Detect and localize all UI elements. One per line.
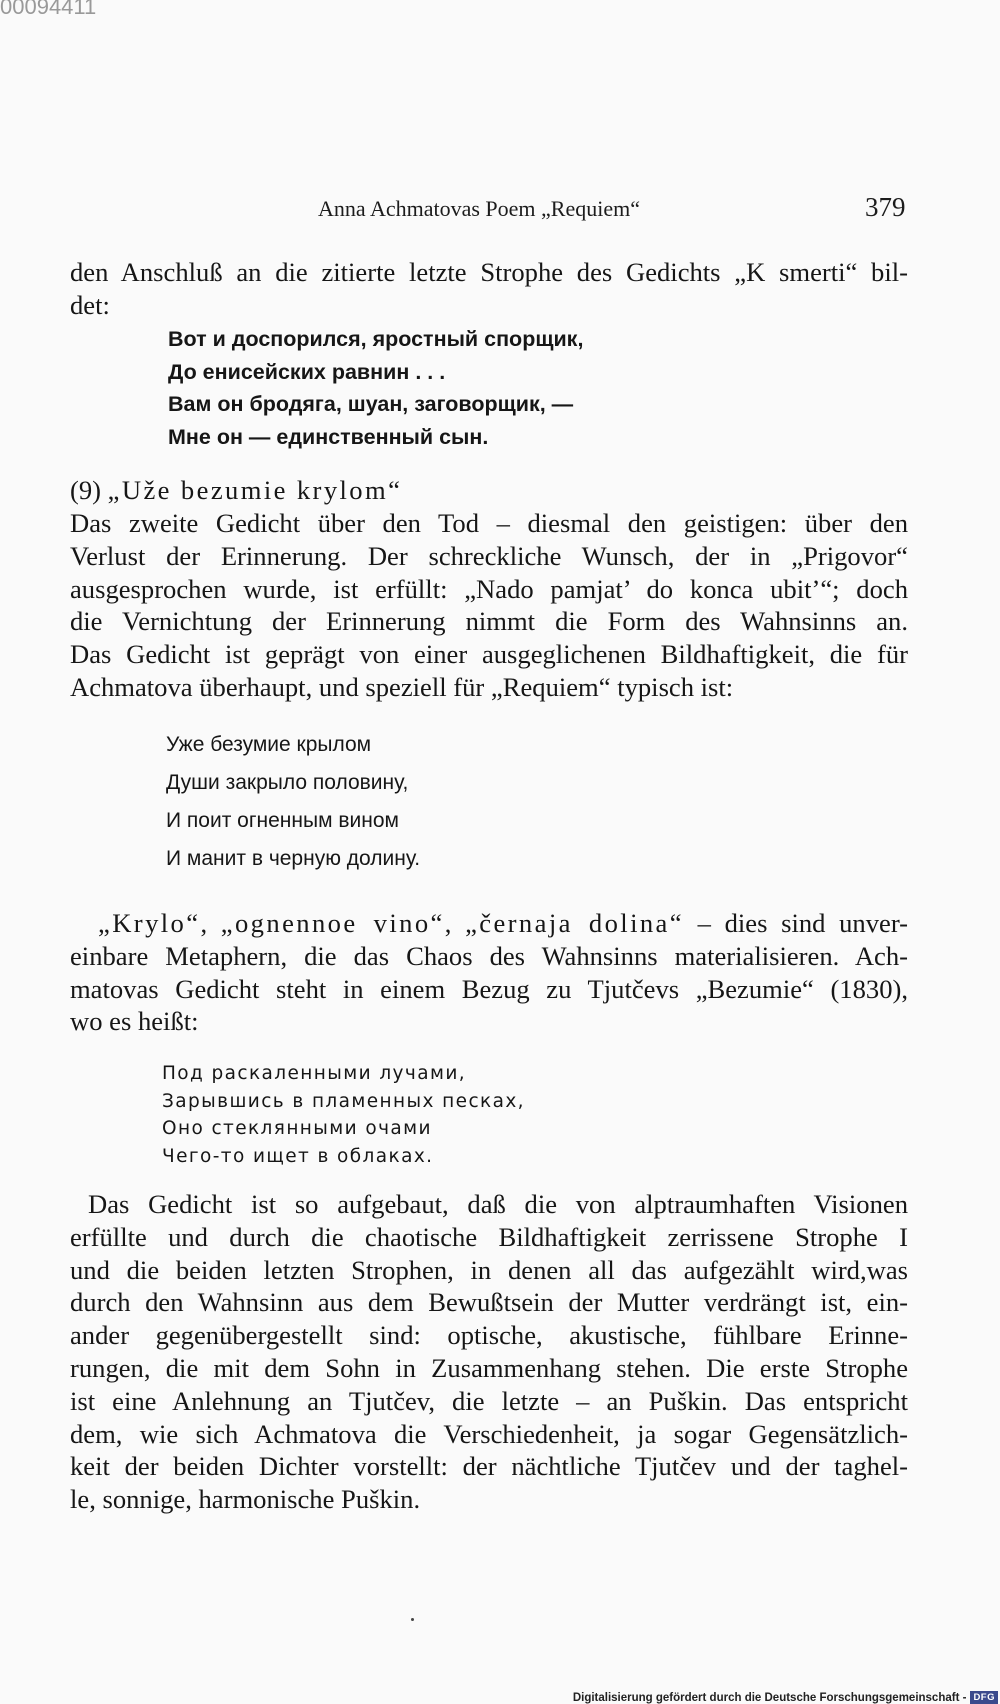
digitization-footer xyxy=(573,1691,998,1704)
text-line: dem, wie sich Achmatova die Verschiedenheit, ja sogar Gegensätzlich- xyxy=(70,1418,908,1449)
page-number: 379 xyxy=(865,192,906,222)
quoted-term: „ognennoe vino“ xyxy=(220,908,445,938)
section-heading xyxy=(70,474,908,507)
quoted-term: „Krylo“ xyxy=(98,908,201,938)
running-head: Anna Achmatovas Poem „Requiem“ xyxy=(318,196,640,221)
verse-block-2 xyxy=(166,726,420,878)
text-line: erfüllte und durch die chaotische Bildhaftigkeit zerrissene Strophe I xyxy=(70,1221,908,1252)
text-line: det: xyxy=(70,289,110,320)
verse-block-1 xyxy=(168,323,583,453)
text-line: le, sonnige, harmonische Puškin. xyxy=(70,1484,421,1515)
verse-line: Оно стеклянными очами xyxy=(162,1118,432,1139)
dfg-logo-icon: DFG xyxy=(970,1691,998,1704)
verse-line: Под раскаленными лучами, xyxy=(162,1063,467,1084)
text-line: die Vernichtung der Erinnerung nimmt die Form des Wahnsinns an. xyxy=(70,606,908,637)
verse-line: И манит в черную долину. xyxy=(166,847,421,870)
verse-line: Вот и доспорился, яростный спорщик, xyxy=(168,327,584,351)
paragraph-1 xyxy=(70,507,908,704)
footer-text: Digitalisierung gefördert durch die Deutsche Forschungsgemeinschaft - xyxy=(572,1691,967,1704)
text-line: rungen, die mit dem Sohn in Zusammenhang stehen. Die erste Strophe xyxy=(70,1352,908,1383)
scan-speck xyxy=(411,1618,414,1621)
text-line: ist eine Anlehnung an Tjutčev, die letzte – an Puškin. Das entspricht xyxy=(70,1385,908,1416)
section-number: (9) xyxy=(70,475,102,505)
text-line: wo es heißt: xyxy=(70,1006,199,1037)
verse-block-3 xyxy=(162,1060,525,1170)
text-line: und die beiden letzten Strophen, in denen all das aufgezählt wird,was xyxy=(70,1254,908,1285)
verse-line: Вам он бродяга, шуан, заговорщик, — xyxy=(168,392,574,416)
verse-line: Мне он — единственный сын. xyxy=(168,424,489,449)
scan-id-label: 00094411 xyxy=(0,0,97,19)
text-line: einbare Metaphern, die das Chaos des Wahnsinns materialisieren. Ach- xyxy=(70,940,908,971)
quoted-term: „černaja dolina“ xyxy=(465,908,684,938)
text-line: Das Gedicht ist geprägt von einer ausgeglichenen Bildhaftigkeit, die für xyxy=(70,639,908,670)
text-line: ander gegenübergestellt sind: optische, akustische, fühlbare Erinne- xyxy=(70,1320,908,1351)
paragraph-2 xyxy=(70,907,908,1038)
text-line: Verlust der Erinnerung. Der schreckliche Wunsch, der in „Prigovor“ xyxy=(70,540,908,571)
intro-paragraph xyxy=(70,256,908,322)
verse-line: И поит огненным вином xyxy=(166,809,399,832)
text-line: Achmatova überhaupt, und speziell für „Requiem“ typisch ist: xyxy=(70,671,734,702)
text-line: matovas Gedicht steht in einem Bezug zu Tjutčevs „Bezumie“ (1830), xyxy=(70,973,908,1004)
text-line: den Anschluß an die zitierte letzte Strophe des Gedichts „K smerti“ bil- xyxy=(70,257,908,287)
text-line: durch den Wahnsinn aus dem Bewußtsein der Mutter verdrängt ist, ein- xyxy=(70,1287,908,1318)
section-title: „Uže bezumie krylom“ xyxy=(107,475,403,505)
text-line: ausgesprochen wurde, ist erfüllt: „Nado pamjat’ do konca ubit’“; doch xyxy=(70,573,908,604)
verse-line: До енисейских равнин . . . xyxy=(168,359,446,384)
text-fragment: – dies sind unver- xyxy=(683,908,908,938)
text-line: Das Gedicht ist so aufgebaut, daß die von alptraumhaften Visionen xyxy=(88,1189,908,1219)
text-line: keit der beiden Dichter vorstellt: der nächtliche Tjutčev und der taghel- xyxy=(70,1451,908,1482)
text-line: Das zweite Gedicht über den Tod – diesmal den geistigen: über den xyxy=(70,508,908,538)
text-line: „Krylo“, „ognennoe vino“, „černaja dolina“ – dies sind unver- xyxy=(98,908,908,938)
paragraph-3 xyxy=(70,1188,908,1516)
verse-line: Чего-то ищет в облаках. xyxy=(162,1145,434,1167)
verse-line: Зарывшись в пламенных песках, xyxy=(162,1090,525,1112)
verse-line: Души закрыло половину, xyxy=(166,771,409,794)
verse-line: Уже безумие крылом xyxy=(166,733,372,756)
